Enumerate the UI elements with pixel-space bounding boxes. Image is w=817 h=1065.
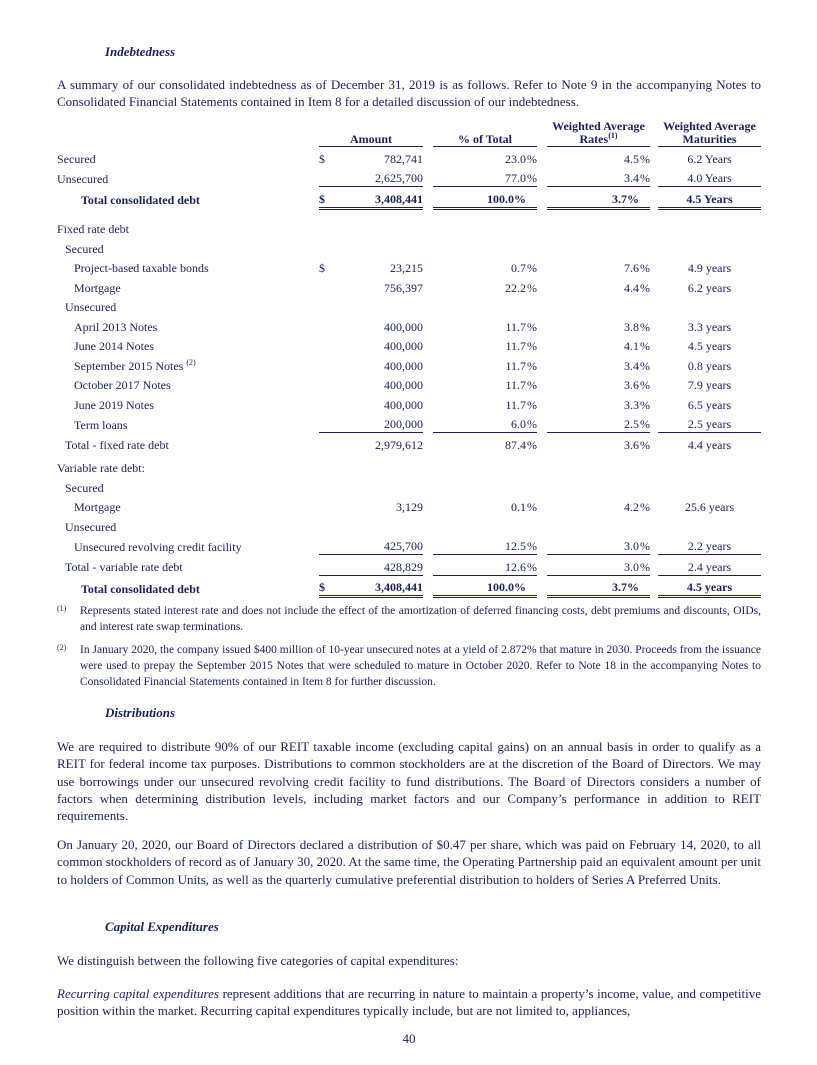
header-amount: Amount	[319, 120, 423, 147]
table-row-fixed-header: Fixed rate debt	[57, 222, 129, 236]
table-row-june-2014-notes: June 2014 Notes 400,000 11.7% 4.1% 4.5 years	[74, 339, 732, 353]
footnote-mark-2: (2)	[57, 643, 67, 652]
footnote-text-1: Represents stated interest rate and does not include the effect of the amortization of deferred financing costs, debt premiums and discounts, OIDs, and interest rate swap terminations.	[80, 605, 761, 633]
indebtedness-intro: A summary of our consolidated indebtedness as of December 31, 2019 is as follows. Refer to Note 9 in the accompanying Notes to Consolidated Financial Statements contained in Item 8 for a detailed discussion of our indebtedness.	[57, 77, 761, 110]
table-row-variable-secured-header: Secured	[65, 480, 104, 495]
footnote-text-2: In January 2020, the company issued $400 million of 10-year unsecured notes at a yield of 2.872% that mature in 2030. Proceeds from the issuance were used to prepay the September 2015 Notes that were scheduled to mature in October 2020. Refer to Note 18 in the accompanying Notes to Consolidated Financial Statements contained in Item 8 for further discussion.	[80, 644, 761, 688]
table-row-grand-total: Total consolidated debt $ 3,408,441 100.0% 3.7% 4.5 years	[57, 575, 761, 597]
section-heading-indebtedness: Indebtedness	[105, 44, 176, 59]
capex-paragraph-1: We distinguish between the following five categories of capital expenditures:	[57, 953, 459, 968]
capex-paragraph-2: Recurring capital expenditures represent additions that are recurring in nature to maintain a property’s income, value, and competitive position within the market. Recurring capital expenditures typically include, but are not limited to, appliances,	[57, 986, 761, 1019]
distributions-paragraph-1: We are required to distribute 90% of our REIT taxable income (excluding capital gains) on an annual basis in order to qualify as a REIT for federal income tax purposes. Distributions to common stockholders are at the discretion of the Board of Directors. We may use borrowings under our unsecured revolving credit facility to fund distributions. The Board of Directors considers a number of factors when determining distribution levels, including market factors and our Company’s performance in addition to REIT requirements.	[57, 739, 761, 824]
header-pct-total: % of Total	[433, 120, 537, 147]
footnote-mark-1: (1)	[57, 604, 67, 613]
recurring-capex-term: Recurring capital expenditures	[57, 986, 219, 1001]
table-row-secured: Secured $ 782,741 23.0% 4.5% 6.2 Years	[57, 151, 732, 166]
footnote-1	[57, 603, 761, 635]
table-row-april-2013-notes: April 2013 Notes 400,000 11.7% 3.8% 3.3 years	[74, 319, 732, 334]
table-row-term-loans: Term loans 200,000 6.0% 2.5% 2.5 years	[57, 413, 761, 433]
table-row-fixed-secured-header: Secured	[65, 241, 104, 256]
footnote-ref-2: (2)	[186, 357, 196, 367]
table-header-row	[57, 120, 761, 147]
indebtedness-table	[57, 120, 761, 598]
table-row-october-2017-notes: October 2017 Notes 400,000 11.7% 3.6% 7.9 years	[74, 378, 732, 392]
table-row-project-bonds: Project-based taxable bonds $ 23,215 0.7% 7.6% 4.9 years	[74, 261, 732, 275]
table-row-variable-unsecured-header: Unsecured	[65, 519, 117, 534]
indebtedness-table-wrap	[57, 120, 761, 598]
table-row-revolving-credit: Unsecured revolving credit facility 425,700 12.5% 3.0% 2.2 years	[57, 535, 761, 555]
table-row-total-variable: Total - variable rate debt 428,829 12.6% 3.0% 2.4 years	[57, 555, 761, 576]
header-weighted-maturities: Weighted Average Maturities	[658, 120, 761, 147]
table-row-total-fixed: Total - fixed rate debt 2,979,612 87.4% 3.6% 4.4 years	[65, 437, 732, 452]
table-row-variable-header: Variable rate debt:	[57, 461, 145, 475]
table-row-unsecured: Unsecured 2,625,700 77.0% 3.4% 4.0 Years	[57, 167, 761, 187]
table-row-fixed-unsecured-header: Unsecured	[65, 300, 117, 314]
distributions-paragraph-2: On January 20, 2020, our Board of Directors declared a distribution of $0.47 per share, which was paid on February 14, 2020, to all common stockholders of record as of January 30, 2020. At the same time, the Operating Partnership paid an equivalent amount per unit to holders of Common Units, as well as the quarterly cumulative preferential distribution to holders of Series A Preferred Units.	[57, 837, 761, 887]
table-row-june-2019-notes: June 2019 Notes 400,000 11.7% 3.3% 6.5 years	[74, 397, 732, 412]
table-row-total-consolidated: Total consolidated debt $ 3,408,441 100.0% 3.7% 4.5 Years	[57, 187, 761, 209]
table-row-variable-mortgage: Mortgage 3,129 0.1% 4.2% 25.6 years	[74, 500, 735, 514]
footnote-2	[57, 642, 761, 690]
table-row-fixed-mortgage: Mortgage 756,397 22.2% 4.4% 6.2 years	[74, 280, 732, 295]
table-row-september-2015-notes: September 2015 Notes $^{(2)}$ 400,000 11.7% 3.4% 0.8 years	[74, 357, 732, 373]
section-heading-distributions: Distributions	[105, 705, 176, 720]
page-number: 40	[402, 1031, 416, 1046]
header-weighted-rates: Weighted Average Rates$^{(1)}$	[547, 120, 650, 147]
section-heading-capex: Capital Expenditures	[105, 919, 219, 934]
